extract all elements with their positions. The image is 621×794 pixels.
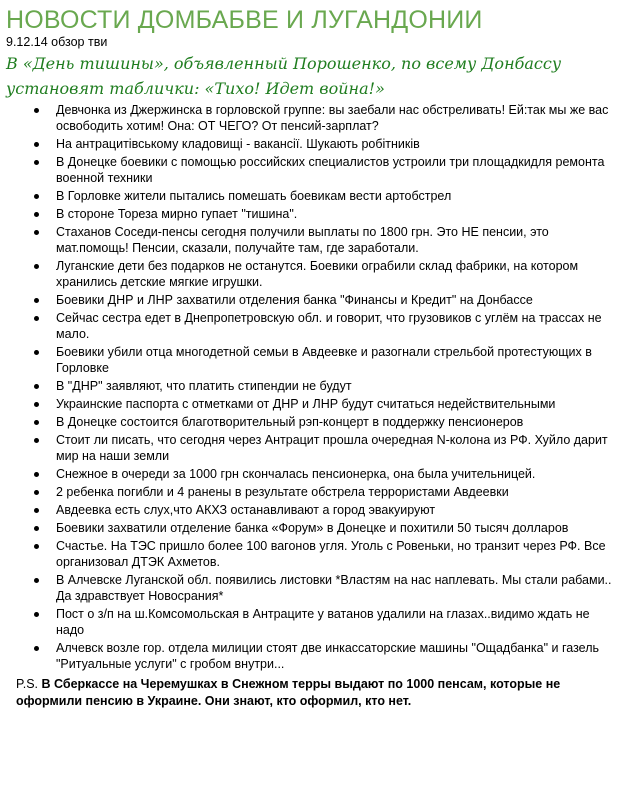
news-item: Украинские паспорта с отметками от ДНР и ЛНР будут считаться недействительными — [56, 396, 615, 412]
news-item: Снежное в очереди за 1000 грн скончалась пенсионерка, она была учительницей. — [56, 466, 615, 482]
news-item: Стоит ли писать, что сегодня через Антрацит прошла очередная N-колона из РФ. Хуйло дарит мир на наши земли — [56, 432, 615, 464]
news-item: Боевики захватили отделение банка «Форум» в Донецке и похитили 50 тысяч долларов — [56, 520, 615, 536]
news-item: 2 ребенка погибли и 4 ранены в результате обстрела террористами Авдеевки — [56, 484, 615, 500]
news-item: В стороне Тореза мирно гупает "тишина". — [56, 206, 615, 222]
news-item: В "ДНР" заявляют, что платить стипендии не будут — [56, 378, 615, 394]
news-item: В Горловке жители пытались помешать боевикам вести артобстрел — [56, 188, 615, 204]
news-item: В Донецке боевики с помощью российских специалистов устроили три площадкидля ремонта военной техники — [56, 154, 615, 186]
news-item: Боевики убили отца многодетной семьи в Авдеевке и разогнали стрельбой протестующих в Горловке — [56, 344, 615, 376]
news-item: Девчонка из Джержинска в горловской группе: вы заебали нас обстреливать! Ей:так мы же вас освободить хотим! Она: ОТ ЧЕГО? От пенсий-зарплат? — [56, 102, 615, 134]
news-item: Сейчас сестра едет в Днепропетровскую обл. и говорит, что грузовиков с углём на трассах не мало. — [56, 310, 615, 342]
news-item: Луганские дети без подарков не останутся. Боевики ограбили склад фабрики, на котором хранились детские мягкие игрушки. — [56, 258, 615, 290]
news-item: В Алчевске Луганской обл. появились листовки *Властям на нас наплевать. Мы стали рабами.. Да здравствует Новосрания* — [56, 572, 615, 604]
date-line: 9.12.14 обзор тви — [6, 35, 108, 49]
news-list — [6, 102, 615, 672]
news-item: Алчевск возле гор. отдела милиции стоят две инкассаторские машины "Ощадбанка" и газель "Ритуальные услуги" с гробом внутри... — [56, 640, 615, 672]
ps-prefix: P.S. — [16, 677, 39, 691]
news-item: Пост о з/п на ш.Комсомольская в Антраците у ватанов удалили на глазах..видимо ждать не надо — [56, 606, 615, 638]
postscript — [6, 676, 615, 710]
lead-quote: В «День тишины», объявленный Порошенко, по всему Донбассу установят таблички: «Тихо! Идет война!» — [6, 54, 562, 98]
page-title: НОВОСТИ ДОМБАБВЕ И ЛУГАНДОНИИ — [6, 6, 483, 34]
news-item: Авдеевка есть слух,что АКХЗ останавливают а город эвакуируют — [56, 502, 615, 518]
news-item: На антрацитівському кладовищі - вакансії. Шукають робітників — [56, 136, 615, 152]
news-item: Счастье. На ТЭС пришло более 100 вагонов угля. Уголь с Ровеньки, но транзит через РФ. Все организовал ДТЭК Ахметов. — [56, 538, 615, 570]
news-item: Стаханов Соседи-пенсы сегодня получили выплаты по 1800 грн. Это НЕ пенсии, это мат.помощь! Пенсии, сказали, получайте там, где заработали. — [56, 224, 615, 256]
ps-text: В Сберкассе на Черемушках в Снежном терры выдают по 1000 пенсам, которые не оформили пенсию в Украине. Они знают, кто оформил, кто нет. — [16, 677, 561, 708]
news-item: В Донецке состоится благотворительный рэп-концерт в поддержку пенсионеров — [56, 414, 615, 430]
news-item: Боевики ДНР и ЛНР захватили отделения банка "Финансы и Кредит" на Донбассе — [56, 292, 615, 308]
